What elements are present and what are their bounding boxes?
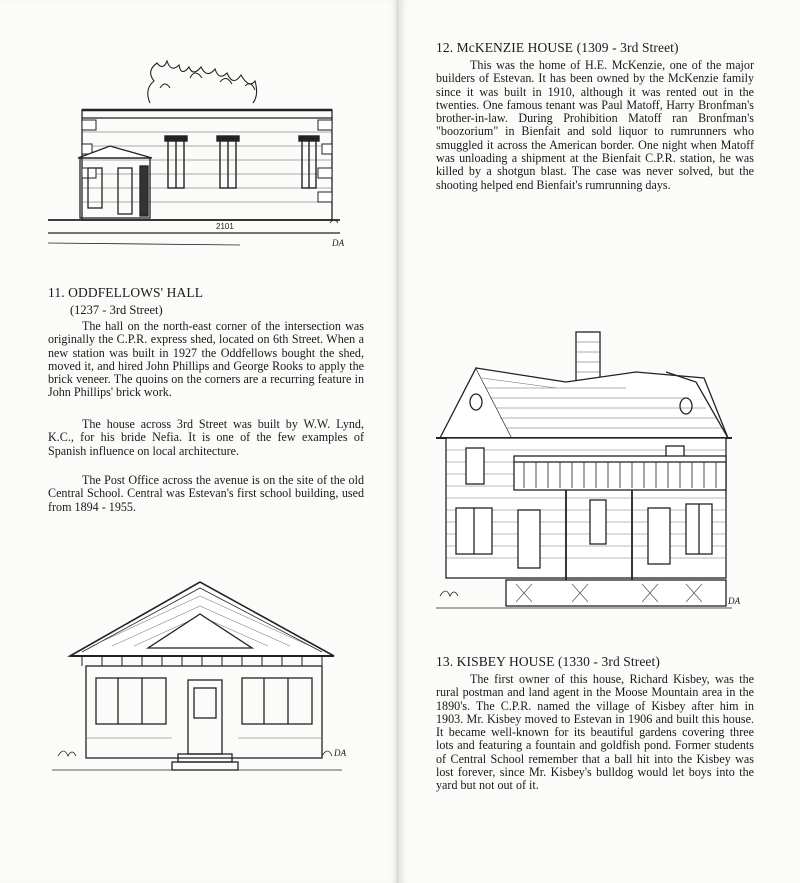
section-12-paragraph: This was the home of H.E. McKenzie, one of the major builders of Estevan. It has been owned by the McKenzie family since it was built in 1910, although it was rented out in the twenties. One famous tenant was Paul Matoff, Harry Bronfman's brother-in-law. During Prohibition Matoff ran Bronfman's "boozorium" in Bienfait and sold liquor to rumrunners who smuggled it across the American border. One night when Matoff was unloading a shipment at the Bienfait C.P.R. station, he was killed by a shotgun blast. The case was never solved, but the shooting helped end Bienfait's rumrunning days. — [436, 58, 754, 192]
spanish-house-sketch — [52, 578, 347, 778]
oddfellows-hall-sketch — [40, 48, 350, 258]
sketch-signature-2: DA — [334, 748, 347, 758]
section-11-address: (1237 - 3rd Street) — [70, 303, 163, 317]
section-11-paragraph-2: The house across 3rd Street was built by W.W. Lynd, K.C., for his bride Nefia. It is one of the few examples of Spanish influence on local architecture. — [48, 417, 364, 458]
sketch-signature-3: DA — [728, 596, 741, 606]
section-11-paragraph-3: The Post Office across the avenue is on the site of the old Central School. Central was Estevan's first school building, used from 1894 - 1955. — [48, 473, 364, 514]
mckenzie-house-sketch — [436, 328, 741, 620]
section-13-heading: 13. KISBEY HOUSE (1330 - 3rd Street) — [436, 654, 660, 669]
svg-text:2101: 2101 — [216, 222, 234, 231]
left-page — [0, 0, 398, 883]
section-11-paragraph-1: The hall on the north-east corner of the intersection was originally the C.P.R. express shed, located on 6th Street. When a new station was built in 1927 the Oddfellows bought the shed, moved it, and hired John Phillips and George Rooks to apply the brick veneer. The quoins on the corners are a recurring feature in John Phillips' brick work. — [48, 319, 364, 400]
section-12-heading: 12. McKENZIE HOUSE (1309 - 3rd Street) — [436, 40, 679, 55]
sketch-signature: DA — [332, 238, 345, 248]
right-page — [400, 0, 800, 883]
section-11-heading: 11. ODDFELLOWS' HALL — [48, 285, 204, 300]
section-13-paragraph: The first owner of this house, Richard Kisbey, was the rural postman and land agent in the Moose Mountain area in the 1890's. The C.P.R. named the village of Kisbey after him in 1903. Mr. Kisbey moved to Estevan in 1906 and built this house. It became well-known for its beautiful gardens covering three lots and featuring a fountain and goldfish pond. Former students of Central School remember that a ball hit into the Kisbey was lost forever, since Mr. Kisbey's bulldog would let boys into the yard but not out of it. — [436, 672, 754, 793]
